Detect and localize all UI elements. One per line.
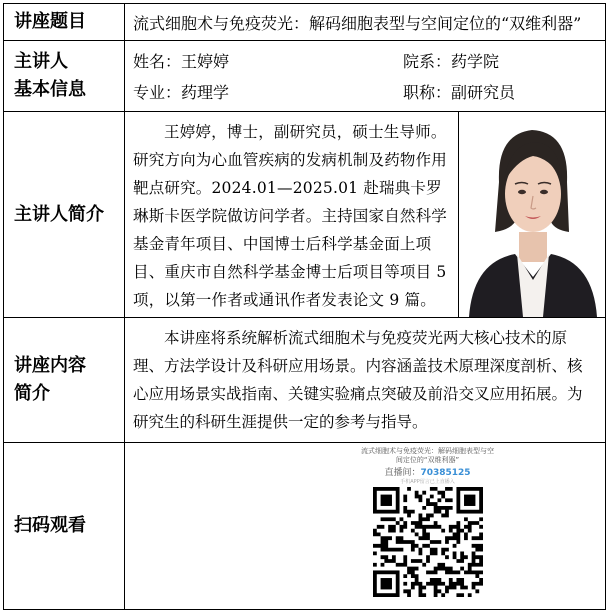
qr-room-label: 直播间：	[384, 468, 421, 478]
qr-hint: 手机APP留言已上直播入	[400, 479, 455, 485]
lecture-content-label-line1: 讲座内容	[14, 355, 86, 376]
qr-room-line	[310, 465, 545, 478]
row-speaker-info	[4, 41, 606, 112]
row-scan-to-watch	[4, 443, 606, 610]
speaker-name: 姓名：王婷婷	[133, 52, 230, 71]
lecture-content-label	[4, 318, 125, 443]
row-lecture-title	[4, 4, 606, 41]
scan-label-text: 扫码观看	[14, 515, 86, 536]
speaker-bio-cell	[125, 112, 606, 318]
lecture-content-text: 本讲座将系统解析流式细胞术与免疫荧光两大核心技术的原理、方法学设计及科研应用场景。内容涵盖技术原理深度剖析、核心应用场景实战指南、关键实验痛点突破及前沿交叉应用拓展。为研究生的科研生涯提供一定的参考与指导。	[133, 329, 583, 431]
speaker-info-label-line1: 主讲人	[14, 51, 68, 72]
qr-code-icon[interactable]	[373, 487, 483, 597]
speaker-department: 院系：药学院	[403, 52, 500, 71]
qr-caption-line2: 间定位的“双维利器”	[395, 456, 460, 464]
qr-card[interactable]	[310, 447, 545, 605]
lecture-title-cell	[125, 4, 606, 41]
scan-cell	[125, 443, 606, 610]
lecture-title-label-text: 讲座题目	[14, 11, 86, 32]
qr-area	[125, 443, 605, 609]
speaker-info-label	[4, 41, 125, 112]
row-speaker-bio	[4, 112, 606, 318]
speaker-bio-text: 王婷婷，博士，副研究员，硕士生导师。研究方向为心血管疾病的发病机制及药物作用靶点研究。2024.01—2025.01 赴瑞典卡罗琳斯卡医学院做访问学者。主持国家自然科学基金青年项目、中国博士后科学基金面上项目、重庆市自然科学基金博士后项目等项目 5 项，以第一作者或通讯作者发表论文 9 篇。	[133, 123, 448, 309]
speaker-info-grid	[125, 49, 605, 103]
speaker-bio-wrap	[125, 112, 605, 317]
lecture-title-label	[4, 4, 125, 41]
speaker-portrait-image	[459, 112, 605, 317]
speaker-major: 专业：药理学	[133, 83, 230, 102]
lecture-title-value: 流式细胞术与免疫荧光：解码细胞表型与空间定位的“双维利器”	[133, 13, 582, 33]
lecture-form	[3, 3, 606, 610]
lecture-info-table	[3, 3, 606, 610]
speaker-photo	[458, 112, 605, 317]
qr-room-number: 70385125	[420, 468, 471, 478]
qr-caption-line1: 流式细胞术与免疫荧光：解码细胞表型与空	[361, 447, 494, 455]
speaker-info-label-line2: 基本信息	[14, 79, 86, 100]
row-lecture-content	[4, 318, 606, 443]
speaker-bio-label-text: 主讲人简介	[14, 203, 104, 225]
scan-label	[4, 443, 125, 610]
lecture-content-label-line2: 简介	[14, 383, 50, 404]
lecture-content-cell	[125, 318, 606, 443]
speaker-bio-label	[4, 112, 125, 318]
speaker-info-cell	[125, 41, 606, 112]
speaker-position: 职称：副研究员	[403, 83, 516, 102]
